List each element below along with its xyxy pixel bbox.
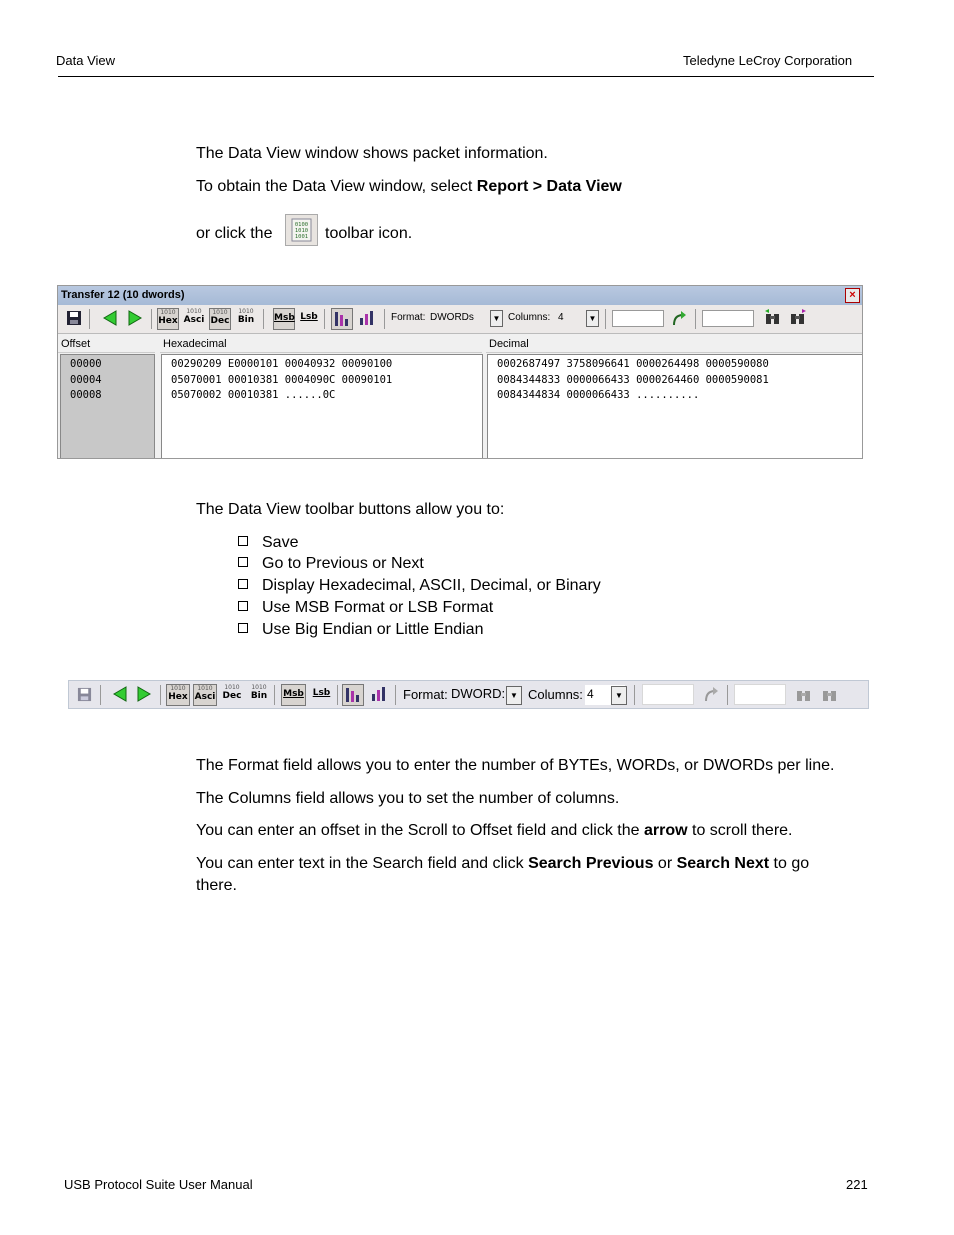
toolbar-intro: The Data View toolbar buttons allow you to: [196, 501, 505, 518]
dec-row: 0002687497 3758096641 0000264498 0000590080 [497, 358, 769, 370]
svg-text:1001: 1001 [294, 234, 309, 240]
separator [151, 309, 152, 329]
scroll-offset-input[interactable] [612, 310, 664, 327]
lsb-label: Lsb [300, 312, 318, 322]
save-icon[interactable] [66, 310, 82, 326]
save-icon[interactable] [77, 687, 92, 702]
separator [727, 685, 728, 705]
binary-data-icon [286, 215, 317, 245]
separator [384, 309, 385, 329]
columns-dropdown[interactable]: ▼ [586, 310, 599, 327]
columns-field[interactable]: 4 [585, 685, 625, 705]
separator [263, 309, 264, 329]
big-endian-button[interactable] [331, 308, 353, 330]
little-endian-icon [369, 684, 389, 704]
search-paragraph-end: to go [769, 855, 810, 872]
svg-text:1010: 1010 [294, 228, 309, 234]
offset-paragraph [196, 820, 793, 842]
separator [605, 309, 606, 329]
bullet-item [238, 553, 424, 575]
bullet-text: Save [262, 534, 299, 551]
dec-pane[interactable] [487, 354, 863, 459]
intro-p2-bold: Report > Data View [476, 178, 622, 195]
lsb-label: Lsb [312, 688, 331, 698]
separator [89, 309, 90, 329]
search-paragraph [196, 853, 809, 875]
hex-header: Hexadecimal [160, 335, 482, 353]
scroll-arrow-icon[interactable] [670, 310, 688, 328]
separator [324, 309, 325, 329]
page-number: 221 [846, 1177, 868, 1192]
bullet-item [238, 619, 483, 641]
search-previous-icon[interactable] [764, 309, 782, 327]
next-icon[interactable] [136, 686, 152, 702]
msb-label: Msb [283, 689, 304, 699]
scroll-arrow-icon[interactable] [702, 686, 720, 704]
lsb-button[interactable] [298, 308, 320, 330]
little-endian-icon [357, 308, 377, 328]
hex-pane[interactable] [161, 354, 483, 459]
separator [274, 685, 275, 705]
format-label: Format: [403, 687, 448, 702]
ascii-button[interactable]: 1010 Asci [193, 684, 217, 706]
data-view-toolbar-icon[interactable] [285, 214, 318, 246]
search-next-icon[interactable] [821, 686, 839, 704]
offset-row: 00000 [70, 358, 102, 370]
search-previous-icon[interactable] [795, 686, 813, 704]
search-input[interactable] [702, 310, 754, 327]
offset-header: Offset [58, 335, 155, 353]
intro-p3-post: toolbar icon. [325, 225, 413, 242]
intro-p3-pre: or click the [196, 225, 273, 242]
columns-paragraph: The Columns field allows you to set the number of columns. [196, 790, 620, 807]
intro-p2 [196, 176, 622, 198]
big-endian-icon [332, 309, 352, 329]
hex-button[interactable]: 1010 Hex [157, 308, 179, 330]
intro-p2-text: To obtain the Data View window, select [196, 178, 477, 195]
offset-row: 00004 [70, 373, 102, 386]
search-next-bold: Search Next [676, 855, 770, 872]
separator [100, 685, 101, 705]
bin-button[interactable]: 1010 Bin [235, 308, 257, 330]
offset-paragraph-bold: arrow [643, 822, 688, 839]
separator [695, 309, 696, 329]
bullet-item [238, 575, 601, 597]
format-paragraph: The Format field allows you to enter the number of BYTEs, WORDs, or DWORDs per line. [196, 757, 835, 774]
bullet-text: Use MSB Format or LSB Format [262, 599, 494, 616]
lsb-button[interactable] [309, 684, 334, 706]
bin-label: Bin [237, 315, 255, 325]
dec-button[interactable]: 1010 Dec [220, 684, 244, 706]
separator [160, 685, 161, 705]
search-paragraph-line2: there. [196, 877, 237, 894]
format-dropdown[interactable]: ▼ [490, 310, 503, 327]
previous-icon[interactable] [112, 686, 128, 702]
msb-button[interactable] [273, 308, 295, 330]
msb-label: Msb [274, 313, 295, 323]
intro-p3 [196, 223, 272, 245]
format-field[interactable]: DWORDs [430, 312, 474, 323]
data-view-toolbar [68, 680, 869, 709]
previous-icon[interactable] [102, 310, 118, 326]
little-endian-button[interactable] [356, 308, 378, 330]
hex-row: 00290209 E0000101 00040932 00090100 [171, 358, 393, 370]
scroll-offset-input[interactable] [642, 684, 694, 705]
ascii-label: Asci [183, 315, 205, 325]
intro-p1: The Data View window shows packet information. [196, 145, 548, 162]
bullet-item [238, 597, 493, 619]
offset-paragraph-text: You can enter an offset in the Scroll to Offset field and click the [196, 822, 644, 839]
hex-label: Hex [168, 692, 188, 702]
data-view-window [57, 285, 863, 459]
bullet-item [238, 532, 298, 554]
bullet-box-icon [238, 557, 248, 567]
search-paragraph-text: You can enter text in the Search field and click [196, 855, 529, 872]
offset-pane [60, 354, 155, 459]
dec-label: Dec [210, 316, 230, 326]
dec-row: 0084344834 0000066433 .......... [497, 389, 700, 401]
header-rule [58, 76, 874, 77]
search-next-icon[interactable] [789, 309, 807, 327]
big-endian-icon [343, 685, 363, 705]
little-endian-button[interactable] [368, 684, 390, 706]
search-paragraph-or: or [653, 855, 677, 872]
columns-field[interactable]: 4 [558, 312, 564, 323]
columns-label: Columns: [528, 687, 583, 702]
bullet-text: Go to Previous or Next [262, 555, 424, 572]
ascii-label: Asci [194, 692, 216, 702]
offset-paragraph-end: to scroll there. [687, 822, 793, 839]
dec-row: 0084344833 0000066433 0000264460 0000590081 [497, 373, 769, 386]
columns-label: Columns: [508, 312, 551, 323]
bullet-box-icon [238, 579, 248, 589]
window-titlebar [58, 286, 862, 305]
format-label: Format: [391, 312, 426, 323]
format-field[interactable]: DWORD: [451, 686, 506, 701]
separator [337, 685, 338, 705]
format-dropdown[interactable]: ▼ [506, 686, 522, 705]
svg-text:0100: 0100 [294, 222, 309, 228]
window-title: Transfer 12 (10 dwords) [61, 289, 185, 301]
bullet-text: Use Big Endian or Little Endian [262, 621, 484, 638]
footer-left: USB Protocol Suite User Manual [64, 1177, 253, 1192]
dec-label: Dec [222, 691, 242, 701]
msb-button[interactable] [281, 684, 306, 706]
columns-dropdown[interactable]: ▼ [611, 686, 627, 705]
next-icon[interactable] [127, 310, 143, 326]
window-toolbar [58, 305, 862, 334]
ascii-button[interactable]: 1010 Asci [183, 308, 205, 325]
hex-row: 05070002 00010381 ......0C [171, 389, 336, 401]
bullet-text: Display Hexadecimal, ASCII, Decimal, or Binary [262, 577, 601, 594]
hex-label: Hex [158, 316, 178, 326]
bullet-box-icon [238, 623, 248, 633]
hex-row: 05070001 00010381 0004090C 00090101 [171, 373, 393, 386]
offset-row: 00008 [70, 389, 102, 401]
bin-button[interactable]: 1010 Bin [247, 684, 271, 706]
dec-button[interactable]: 1010 Dec [209, 308, 231, 330]
header-right: Teledyne LeCroy Corporation [683, 53, 853, 68]
dec-header: Decimal [486, 335, 863, 353]
hex-button[interactable]: 1010 Hex [166, 684, 190, 706]
separator [395, 685, 396, 705]
bin-label: Bin [250, 691, 268, 701]
search-input[interactable] [734, 684, 786, 705]
search-previous-bold: Search Previous [528, 855, 654, 872]
bullet-box-icon [238, 536, 248, 546]
header-left: Data View [56, 53, 116, 68]
close-button[interactable]: × [845, 288, 860, 303]
big-endian-button[interactable] [342, 684, 364, 706]
bullet-box-icon [238, 601, 248, 611]
separator [634, 685, 635, 705]
